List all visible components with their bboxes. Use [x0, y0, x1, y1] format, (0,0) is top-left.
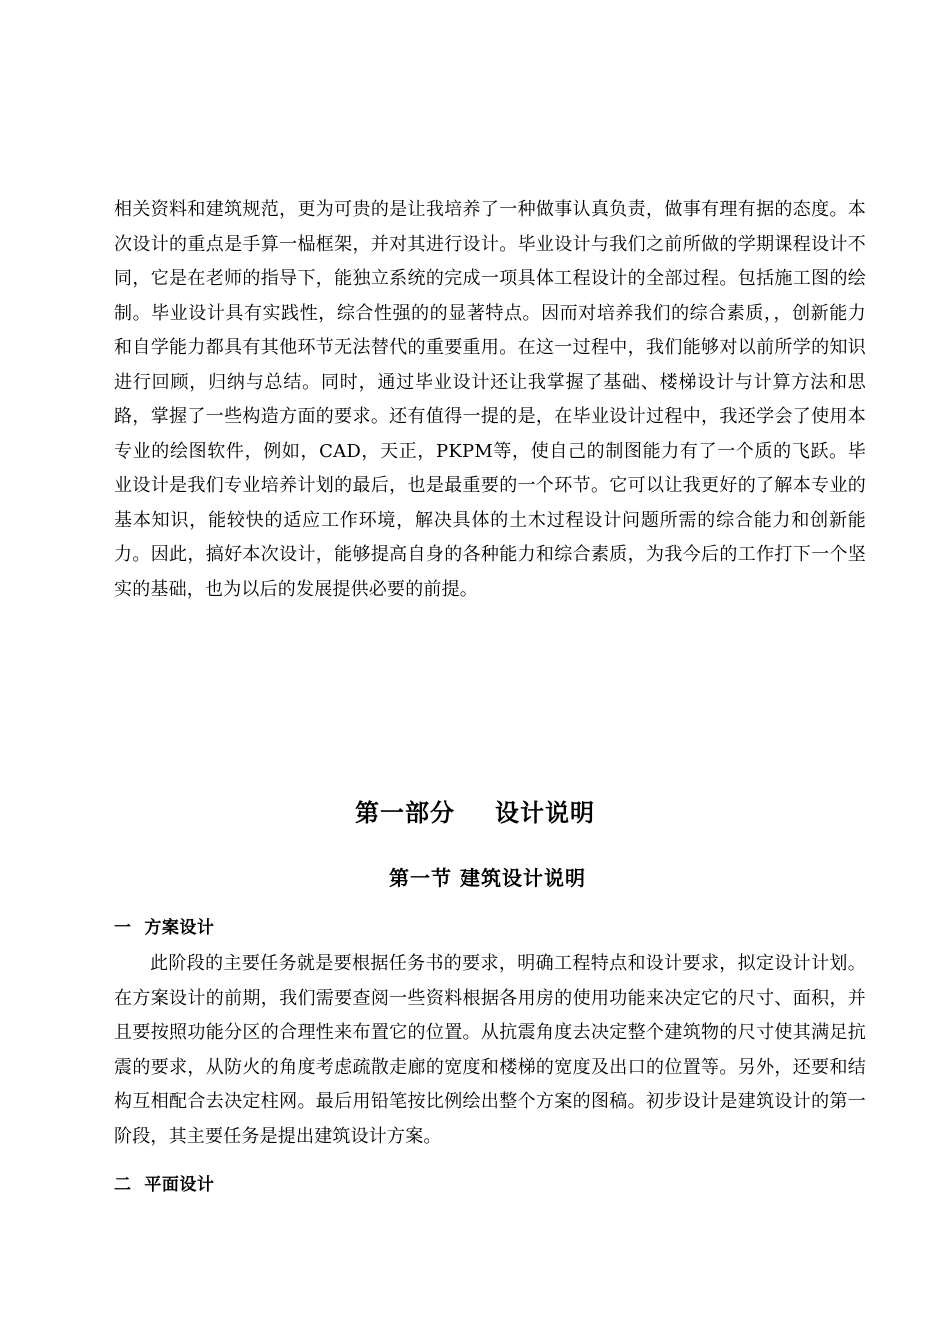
- intro-paragraph: 相关资料和建筑规范，更为可贵的是让我培养了一种做事认真负责，做事有理有据的态度。本次设计的重点是手算一榀框架，并对其进行设计。毕业设计与我们之前所做的学期课程设计不同，它是在老师的指导下，能独立系统的完成一项具体工程设计的全部过程。包括施工图的绘制。毕业设计具有实践性，综合性强的的显著特点。因而对培养我们的综合素质，，创新能力和自学能力都具有其他环节无法替代的重要重用。在这一过程中，我们能够对以前所学的知识进行回顾，归纳与总结。同时，通过毕业设计还让我掌握了基础、楼梯设计与计算方法和思路，掌握了一些构造方面的要求。还有值得一提的是，在毕业设计过程中，我还学会了使用本专业的绘图软件，例如，CAD，天正，PKPM等，使自己的制图能力有了一个质的飞跃。毕业设计是我们专业培养计划的最后，也是最重要的一个环节。它可以让我更好的了解本专业的基本知识，能较快的适应工作环境，解决具体的土木过程设计问题所需的综合能力和创新能力。因此，搞好本次设计，能够提高自身的各种能力和综合素质，为我今后的工作打下一个坚实的基础，也为以后的发展提供必要的前提。: [114, 199, 866, 600]
- scheme-design-paragraph: 此阶段的主要任务就是要根据任务书的要求，明确工程特点和设计要求，拟定设计计划。在方案设计的前期，我们需要查阅一些资料根据各用房的使用功能来决定它的尺寸、面积，并且要按照功能分区的合理性来布置它的位置。从抗震角度去决定整个建筑物的尺寸使其满足抗震的要求，从防火的角度考虑疏散走廊的宽度和楼梯的宽度及出口的位置等。另外，还要和结构互相配合去决定柱网。最后用铅笔按比例绘出整个方案的图稿。初步设计是建筑设计的第一阶段，其主要任务是提出建筑设计方案。: [114, 953, 866, 1147]
- subheading-plan-design: 二 平面设计: [114, 1175, 215, 1195]
- part-heading-title: 设计说明: [495, 799, 595, 827]
- part-heading: [0, 795, 950, 831]
- subheading-scheme-design: 一 方案设计: [114, 918, 215, 938]
- part-heading-number: 第一部分: [355, 799, 455, 827]
- section-heading: 第一节 建筑设计说明: [389, 866, 586, 890]
